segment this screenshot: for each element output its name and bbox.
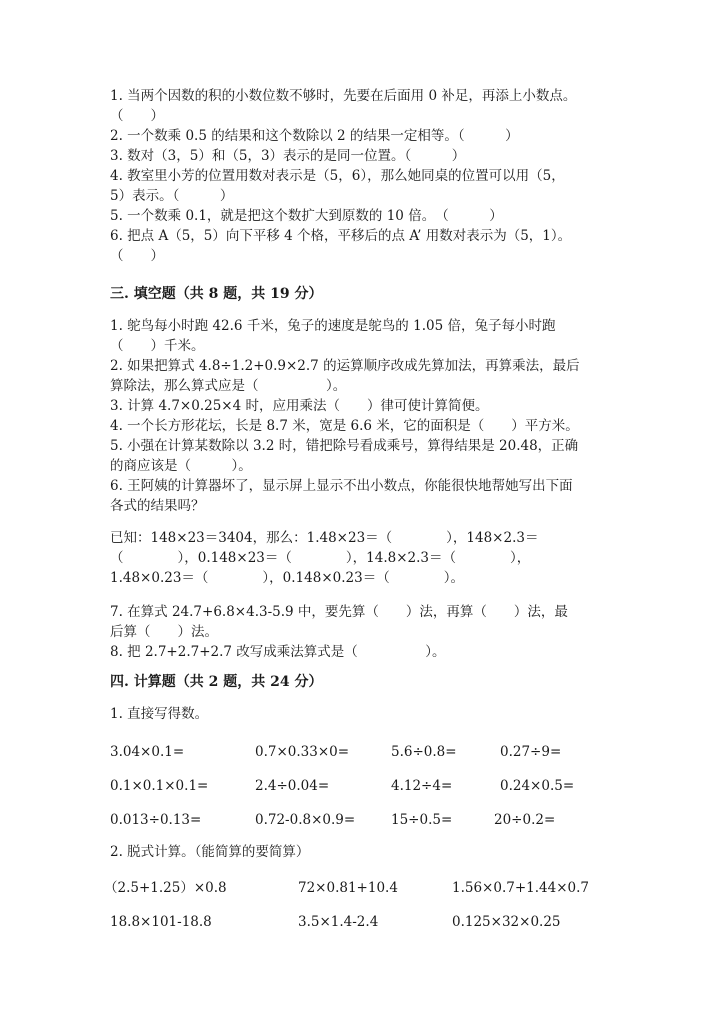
- fill-line: 4. 一个长方形花坛，长是 8.7 米，宽是 6.6 米，它的面积是（ ）平方米。: [110, 418, 579, 434]
- calc-item: 5.6÷0.8=: [391, 744, 457, 760]
- calc-q2-label: 2. 脱式计算。（能简算的要简算）: [110, 844, 310, 860]
- judge-line: 1. 当两个因数的积的小数位数不够时，先要在后面用 0 补足，再添上小数点。: [110, 88, 577, 104]
- judge-line: 6. 把点 A（5，5）向下平移 4 个格，平移后的点 A’ 用数对表示为（5，1）。: [110, 228, 572, 244]
- fill-line: 后算（ ）法。: [110, 624, 218, 640]
- known-line: （ ），0.148×23＝（ ），14.8×2.3＝（ ），: [110, 550, 531, 566]
- fill-line: 5. 小强在计算某数除以 3.2 时，错把除号看成乘号，算得结果是 20.48，正确: [110, 438, 579, 454]
- fill-line: 2. 如果把算式 4.8÷1.2+0.9×2.7 的运算顺序改成先算加法，再算乘法，最后: [110, 358, 580, 374]
- calc-item: （2.5+1.25）×0.8: [104, 880, 227, 896]
- calc-item: 2.4÷0.04=: [255, 778, 330, 794]
- calc-item: 0.72-0.8×0.9=: [255, 812, 356, 828]
- fill-line: 各式的结果吗？: [110, 498, 205, 514]
- judge-line: （ ）: [110, 108, 164, 124]
- fill-line: 8. 把 2.7+2.7+2.7 改写成乘法算式是（ ）。: [110, 644, 446, 660]
- calc-item: 20÷0.2=: [494, 812, 556, 828]
- fill-line: 算除法，那么算式应是（ ）。: [110, 378, 347, 394]
- calc-item: 0.013÷0.13=: [110, 812, 202, 828]
- judge-line: 5）表示。（ ）: [110, 188, 234, 204]
- judge-line: （ ）: [110, 248, 164, 264]
- calc-item: 0.24×0.5=: [500, 778, 575, 794]
- calc-q1-label: 1. 直接写得数。: [110, 706, 209, 722]
- calc-item: 3.04×0.1=: [110, 744, 185, 760]
- calc-item: 3.5×1.4-2.4: [298, 914, 379, 930]
- fill-line: 3. 计算 4.7×0.25×4 时，应用乘法（ ）律可使计算简便。: [110, 398, 489, 414]
- judge-line: 2. 一个数乘 0.5 的结果和这个数除以 2 的结果一定相等。（ ）: [110, 128, 519, 144]
- calc-item: 0.7×0.33×0=: [255, 744, 350, 760]
- fill-line: 7. 在算式 24.7+6.8×4.3-5.9 中，要先算（ ）法，再算（ ）法，最: [110, 604, 568, 620]
- calc-item: 15÷0.5=: [391, 812, 453, 828]
- calc-item: 1.56×0.7+1.44×0.7: [452, 880, 589, 896]
- calc-item: 0.125×32×0.25: [452, 914, 561, 930]
- fill-line: 6. 王阿姨的计算器坏了，显示屏上显示不出小数点，你能很快地帮她写出下面: [110, 478, 573, 494]
- calc-item: 72×0.81+10.4: [298, 880, 398, 896]
- known-line: 1.48×0.23＝（ ），0.148×0.23＝（ ）。: [110, 570, 464, 586]
- fill-section-title: 三. 填空题（共 8 题，共 19 分）: [110, 286, 323, 302]
- calc-item: 0.1×0.1×0.1=: [110, 778, 209, 794]
- fill-line: （ ）千米。: [110, 338, 205, 354]
- fill-line: 1. 鸵鸟每小时跑 42.6 千米，兔子的速度是鸵鸟的 1.05 倍，兔子每小时跑: [110, 318, 556, 334]
- judge-line: 4. 教室里小芳的位置用数对表示是（5，6），那么她同桌的位置可以用（5，: [110, 168, 565, 184]
- known-line: 已知：148×23＝3404，那么：1.48×23＝（ ），148×2.3＝: [110, 530, 539, 546]
- calc-item: 18.8×101-18.8: [110, 914, 212, 930]
- calc-item: 4.12÷4=: [391, 778, 453, 794]
- calc-section-title: 四. 计算题（共 2 题，共 24 分）: [110, 674, 323, 690]
- judge-line: 3. 数对（3，5）和（5，3）表示的是同一位置。（ ）: [110, 148, 466, 164]
- calc-item: 0.27÷9=: [500, 744, 562, 760]
- fill-line: 的商应该是（ ）。: [110, 458, 252, 474]
- judge-line: 5. 一个数乘 0.1，就是把这个数扩大到原数的 10 倍。 （ ）: [110, 208, 503, 224]
